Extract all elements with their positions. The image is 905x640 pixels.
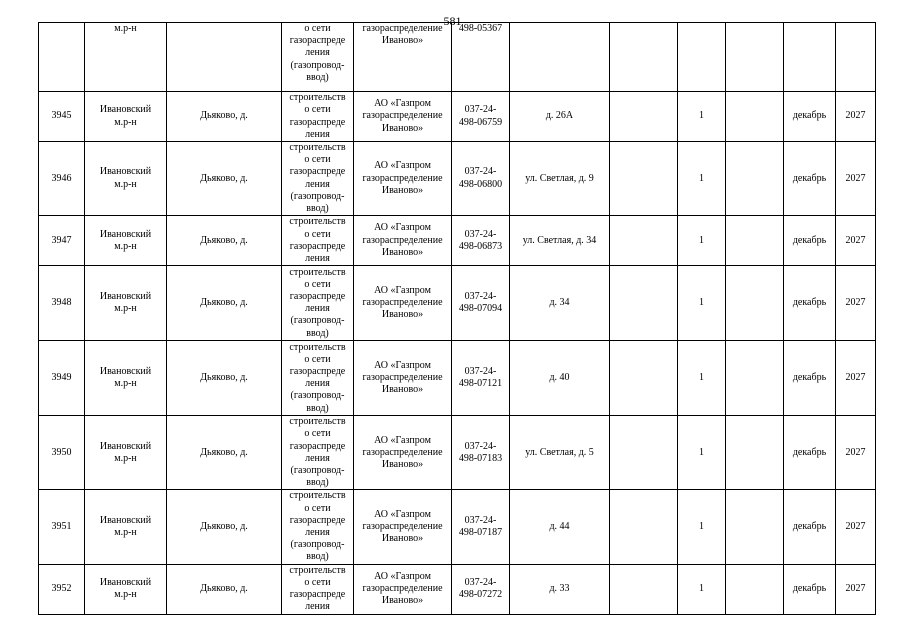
cell-org: АО «Газпром газораспределение Иваново» [354,216,452,266]
cell-org: АО «Газпром газораспределение Иваново» [354,92,452,142]
cell-address: д. 34 [510,266,610,341]
cell-num: 3952 [39,564,85,614]
cell-address: ул. Светлая, д. 9 [510,142,610,216]
cell-year: 2027 [836,490,876,564]
cell-month: декабрь [784,142,836,216]
table-row [39,416,876,490]
cell-work-type: строительств о сети газораспреде ления [282,564,354,614]
cell-num: 3951 [39,490,85,564]
cell-num: 3948 [39,266,85,341]
cell-year: 2027 [836,564,876,614]
cell-work-type: о сети газораспреде ления (газопровод- ввод) [282,23,354,92]
cell-month: декабрь [784,416,836,490]
cell-district: Ивановский м.р-н [85,490,167,564]
cell-org: АО «Газпром газораспределение Иваново» [354,416,452,490]
table-row [39,341,876,416]
cell-id: 037-24- 498-07094 [452,266,510,341]
cell-qty: 1 [678,142,726,216]
page-number: 581 [443,14,462,28]
cell-qty: 1 [678,341,726,416]
cell-num: 3950 [39,416,85,490]
cell-empty-2 [726,490,784,564]
cell-month: декабрь [784,216,836,266]
cell-id: 037-24- 498-07187 [452,490,510,564]
table-row [39,490,876,564]
cell-empty-2 [726,92,784,142]
cell-address: ул. Светлая, д. 5 [510,416,610,490]
cell-locality: Дьяково, д. [167,490,282,564]
table-row-partial [39,23,876,92]
cell-locality: Дьяково, д. [167,564,282,614]
cell-work-type: строительств о сети газораспреде ления [282,92,354,142]
cell-empty-1 [610,341,678,416]
cell-address: д. 33 [510,564,610,614]
gas-connection-table [38,22,876,615]
cell-empty-2 [726,341,784,416]
cell-id: 037-24- 498-06800 [452,142,510,216]
cell-work-type: строительств о сети газораспреде ления (газопровод- ввод) [282,341,354,416]
cell-address: д. 26А [510,92,610,142]
cell-empty-1 [610,23,678,92]
cell-empty-1 [610,416,678,490]
cell-district: Ивановский м.р-н [85,92,167,142]
cell-org: АО «Газпром газораспределение Иваново» [354,490,452,564]
cell-empty-2 [726,564,784,614]
cell-locality: Дьяково, д. [167,341,282,416]
cell-qty: 1 [678,216,726,266]
cell-month: декабрь [784,490,836,564]
cell-qty: 1 [678,416,726,490]
cell-district: Ивановский м.р-н [85,564,167,614]
cell-empty-2 [726,266,784,341]
cell-locality: Дьяково, д. [167,142,282,216]
cell-month [784,23,836,92]
cell-empty-2 [726,23,784,92]
cell-qty: 1 [678,266,726,341]
cell-qty [678,23,726,92]
cell-year: 2027 [836,416,876,490]
cell-address: д. 44 [510,490,610,564]
cell-num [39,23,85,92]
cell-work-type: строительств о сети газораспреде ления (газопровод- ввод) [282,142,354,216]
cell-work-type: строительств о сети газораспреде ления (газопровод- ввод) [282,266,354,341]
cell-month: декабрь [784,341,836,416]
cell-district: м.р-н [85,23,167,92]
cell-district: Ивановский м.р-н [85,266,167,341]
cell-id: 037-24- 498-07272 [452,564,510,614]
cell-year: 2027 [836,216,876,266]
cell-district: Ивановский м.р-н [85,142,167,216]
cell-org: АО «Газпром газораспределение Иваново» [354,564,452,614]
cell-locality [167,23,282,92]
cell-year [836,23,876,92]
cell-qty: 1 [678,564,726,614]
cell-year: 2027 [836,92,876,142]
cell-id: 037-24- 498-07121 [452,341,510,416]
cell-num: 3947 [39,216,85,266]
cell-empty-1 [610,266,678,341]
cell-empty-1 [610,216,678,266]
table-row [39,266,876,341]
cell-address [510,23,610,92]
cell-qty: 1 [678,92,726,142]
cell-work-type: строительств о сети газораспреде ления (газопровод- ввод) [282,416,354,490]
cell-org: АО «Газпром газораспределение Иваново» [354,341,452,416]
cell-num: 3949 [39,341,85,416]
cell-year: 2027 [836,341,876,416]
cell-district: Ивановский м.р-н [85,416,167,490]
table-row [39,142,876,216]
cell-empty-1 [610,92,678,142]
cell-locality: Дьяково, д. [167,216,282,266]
cell-num: 3946 [39,142,85,216]
cell-num: 3945 [39,92,85,142]
cell-locality: Дьяково, д. [167,266,282,341]
cell-address: ул. Светлая, д. 34 [510,216,610,266]
cell-empty-2 [726,142,784,216]
cell-address: д. 40 [510,341,610,416]
cell-id: 498-05367 [452,23,510,92]
cell-org: газораспределение Иваново» [354,23,452,92]
cell-empty-1 [610,490,678,564]
cell-qty: 1 [678,490,726,564]
cell-district: Ивановский м.р-н [85,341,167,416]
cell-month: декабрь [784,92,836,142]
cell-district: Ивановский м.р-н [85,216,167,266]
cell-empty-1 [610,142,678,216]
table-row [39,92,876,142]
cell-month: декабрь [784,564,836,614]
cell-empty-1 [610,564,678,614]
cell-locality: Дьяково, д. [167,416,282,490]
cell-locality: Дьяково, д. [167,92,282,142]
cell-work-type: строительств о сети газораспреде ления (газопровод- ввод) [282,490,354,564]
cell-id: 037-24- 498-06873 [452,216,510,266]
cell-month: декабрь [784,266,836,341]
cell-org: АО «Газпром газораспределение Иваново» [354,266,452,341]
cell-year: 2027 [836,266,876,341]
cell-org: АО «Газпром газораспределение Иваново» [354,142,452,216]
cell-year: 2027 [836,142,876,216]
cell-empty-2 [726,216,784,266]
cell-id: 037-24- 498-06759 [452,92,510,142]
table-row [39,564,876,614]
table-row [39,216,876,266]
cell-work-type: строительств о сети газораспреде ления [282,216,354,266]
cell-id: 037-24- 498-07183 [452,416,510,490]
cell-empty-2 [726,416,784,490]
